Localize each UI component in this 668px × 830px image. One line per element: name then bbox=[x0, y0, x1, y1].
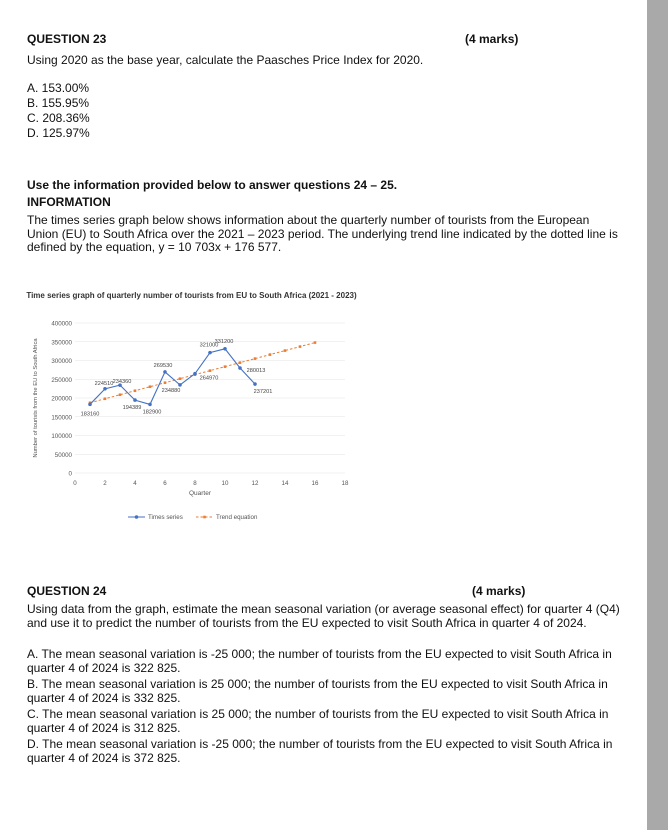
data-label: 182900 bbox=[142, 409, 162, 416]
trend-line bbox=[90, 343, 315, 403]
y-tick-label: 0 bbox=[68, 470, 72, 478]
info-heading: INFORMATION bbox=[27, 195, 111, 209]
trend-point bbox=[104, 397, 107, 400]
y-tick-label: 350000 bbox=[51, 339, 72, 347]
time-series-point bbox=[178, 383, 182, 387]
data-label: 183160 bbox=[80, 411, 100, 418]
trend-point bbox=[149, 385, 152, 388]
time-series-point bbox=[223, 347, 227, 351]
data-label: 269530 bbox=[153, 362, 173, 369]
q24-option-b: B. The mean seasonal variation is 25 000; the number of tourists from the EU expected to visit South Africa in quarter 4 of 2024 is 332 825. bbox=[27, 677, 608, 705]
trend-point bbox=[179, 377, 182, 380]
q23-option-c: C. 208.36% bbox=[27, 111, 90, 125]
legend-label-trend: Trend equation bbox=[216, 514, 258, 521]
time-series-point bbox=[253, 382, 257, 386]
x-tick-label: 2 bbox=[103, 480, 107, 487]
trend-point bbox=[134, 389, 137, 392]
chart-plot bbox=[25, 287, 358, 531]
q23-title: QUESTION 23 bbox=[27, 32, 107, 46]
time-series-point bbox=[163, 370, 167, 374]
time-series-point bbox=[238, 366, 242, 370]
y-tick-label: 200000 bbox=[51, 395, 72, 403]
x-axis-title: Quarter bbox=[188, 490, 212, 497]
q24-title: QUESTION 24 bbox=[27, 584, 107, 598]
x-tick-label: 14 bbox=[281, 480, 289, 487]
trend-point bbox=[269, 353, 272, 356]
y-tick-label: 250000 bbox=[51, 376, 72, 384]
legend-marker-trend bbox=[203, 516, 206, 519]
vertical-scrollbar[interactable] bbox=[647, 0, 668, 830]
x-tick-label: 10 bbox=[221, 480, 229, 487]
time-series-point bbox=[133, 398, 137, 402]
q23-option-d: D. 125.97% bbox=[27, 126, 90, 140]
y-tick-label: 150000 bbox=[51, 414, 72, 422]
trend-point bbox=[254, 357, 257, 360]
q23-marks: (4 marks) bbox=[465, 32, 519, 46]
x-tick-label: 4 bbox=[133, 480, 137, 487]
data-label: 280013 bbox=[246, 367, 266, 374]
data-label: 264970 bbox=[199, 375, 219, 382]
q24-question: Using data from the graph, estimate the mean seasonal variation (or average seasonal effect) for quarter 4 (Q4) and use it to predict the number of tourists from the EU expected to visit South Africa in quarter 4 of 2024. bbox=[27, 602, 620, 630]
trend-point bbox=[284, 349, 287, 352]
x-tick-label: 8 bbox=[193, 480, 197, 487]
time-series-chart bbox=[25, 287, 358, 531]
trend-point bbox=[209, 369, 212, 372]
x-tick-label: 12 bbox=[251, 480, 259, 487]
data-label: 234880 bbox=[161, 387, 181, 394]
time-series-point bbox=[88, 403, 92, 407]
y-tick-label: 50000 bbox=[54, 451, 72, 459]
trend-point bbox=[119, 393, 122, 396]
q23-option-b: B. 155.95% bbox=[27, 96, 90, 110]
time-series-line bbox=[90, 349, 255, 405]
y-tick-label: 300000 bbox=[51, 358, 72, 365]
trend-point bbox=[299, 345, 302, 348]
x-tick-label: 16 bbox=[311, 480, 319, 487]
x-tick-label: 0 bbox=[73, 480, 77, 487]
data-label: 224510 bbox=[94, 380, 114, 387]
data-label: 331200 bbox=[214, 338, 234, 345]
chart-title: Time series graph of quarterly number of tourists from EU to South Africa (2021 - 2023) bbox=[26, 291, 357, 300]
q24-option-d: D. The mean seasonal variation is -25 000; the number of tourists from the EU expected to visit South Africa in quarter 4 of 2024 is 372 825. bbox=[27, 737, 613, 765]
data-label: 194389 bbox=[122, 405, 142, 412]
time-series-point bbox=[193, 372, 197, 376]
trend-point bbox=[224, 365, 227, 368]
q23-question: Using 2020 as the base year, calculate the Paasches Price Index for 2020. bbox=[27, 53, 424, 67]
x-tick-label: 18 bbox=[341, 480, 349, 487]
y-tick-label: 100000 bbox=[51, 433, 72, 440]
q24-option-c: C. The mean seasonal variation is 25 000; the number of tourists from the EU expected to visit South Africa in quarter 4 of 2024 is 312 825. bbox=[27, 707, 609, 735]
trend-point bbox=[164, 381, 167, 384]
info-intro: Use the information provided below to answer questions 24 – 25. bbox=[27, 178, 398, 192]
legend-label-times-series: Times series bbox=[148, 514, 183, 521]
data-label: 321000 bbox=[199, 342, 219, 349]
x-tick-label: 6 bbox=[163, 480, 167, 487]
legend-marker-times-series bbox=[135, 515, 139, 519]
q24-marks: (4 marks) bbox=[472, 584, 526, 598]
data-label: 234360 bbox=[112, 379, 132, 386]
q23-option-a: A. 153.00% bbox=[27, 81, 90, 95]
q24-option-a: A. The mean seasonal variation is -25 000; the number of tourists from the EU expected to visit South Africa in quarter 4 of 2024 is 322 825. bbox=[27, 647, 612, 675]
trend-point bbox=[314, 341, 317, 344]
time-series-point bbox=[103, 387, 107, 391]
data-label: 237201 bbox=[253, 389, 273, 396]
info-text: The times series graph below shows information about the quarterly number of tourists from the European Union (EU) to South Africa over the 2021 – 2023 period. The underlying trend line indicated by the dotted line is defined by the equation, y = 10 703x + 176 577. bbox=[27, 213, 618, 254]
trend-point bbox=[239, 361, 242, 364]
y-tick-label: 400000 bbox=[51, 320, 72, 328]
time-series-point bbox=[208, 351, 212, 355]
time-series-point bbox=[148, 403, 152, 407]
y-axis-title: Number of tourists from the EU to South Africa bbox=[33, 338, 39, 458]
